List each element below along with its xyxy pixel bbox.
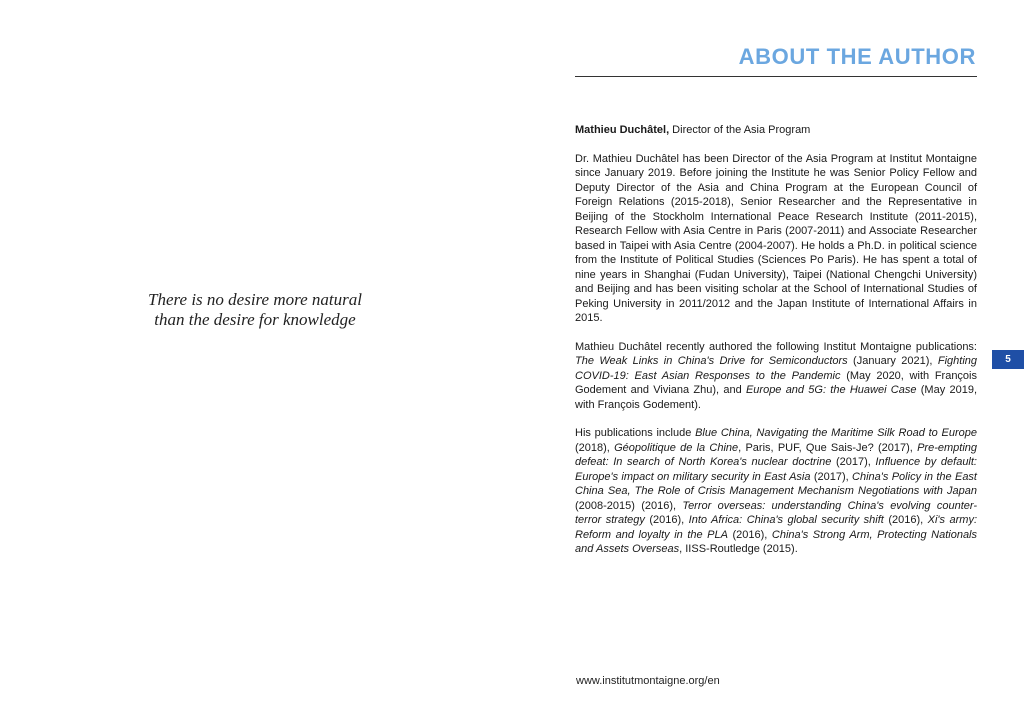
publication-title: Géopolitique de la Chine [614,441,739,454]
text-run: , IISS-Routledge (2015). [679,543,798,555]
text-run: (January 2021), [847,355,938,367]
text-run: (2017), [831,456,876,468]
author-heading [575,123,977,138]
publication-title: Fighting COVID-19: East Asian Responses to the Pandemic [575,355,977,382]
title-divider [575,76,977,77]
footer-url[interactable]: www.institutmontaigne.org/en [576,675,720,687]
publication-title: China's Strong Arm, Protecting Nationals and Assets Overseas [575,528,977,555]
text-run: (2018), [575,441,615,454]
publication-title: The Weak Links in China's Drive for Semiconductors [575,355,848,367]
publication-title: Into Africa: China's global security shift [688,514,884,526]
text-run: (May 2019, with François Godement). [575,384,977,411]
author-content [575,123,977,571]
section-title: ABOUT THE AUTHOR [738,44,976,69]
bio-paragraph: Dr. Mathieu Duchâtel has been Director of the Asia Program at Institut Montaigne since January 2019. Before joining the Institute he was Senior Policy Fellow and Deputy Director of the Asia and China Program at the European Council of Foreign Relations (2015-2018), Senior Researcher and the Representative in Beijing of the Stockholm International Peace Research Institute (2011-2015), Research Fellow with Asia Centre in Paris (2007-2011) and Associate Researcher based in Taipei with Asia Centre (2004-2007). He holds a Ph.D. in political science from the Institute of Political Studies (Sciences Po Paris). He has spent a total of nine years in Shanghai (Fudan University), Taipei (National Chengchi University) and Beijing and has been visiting scholar at the School of International Studies of Peking University in 2011/2012 and the Japan Institute of International Affairs in 2015. [575,152,977,324]
text-run: (2016), [727,528,772,541]
author-role: Director of the Asia Program [669,124,811,136]
author-name: Mathieu Duchâtel, [575,124,670,136]
publication-title: Xi's army: Reform and loyalty in the PLA [575,514,978,541]
publication-title: Blue China, Navigating the Maritime Silk Road to Europe [695,427,977,439]
text-run: (2008-2015) (2016), [575,499,683,512]
recent-publications-paragraph [575,340,977,413]
publication-title: Terror overseas: understanding China's evolving counter-terror strategy [575,499,977,526]
publication-title: Europe and 5G: the Huawei Case [745,384,917,396]
page-number-tab: 5 [992,350,1024,369]
epigraph-quote [130,290,380,330]
text-run: Mathieu Duchâtel recently authored the following Institut Montaigne publications: [575,340,977,353]
quote-line-2: than the desire for knowledge [154,310,356,329]
text-run: His publications include [575,427,696,439]
publication-title: Pre-empting defeat: In search of North Korea's nuclear doctrine [575,441,977,468]
publication-title: China's Policy in the East China Sea, The Role of Crisis Management Mechanism Negotiations with Japan [575,470,977,497]
text-run: , Paris, PUF, Que Sais-Je? (2017), [738,441,918,454]
text-run: (2017), [810,470,853,483]
publication-title: Influence by default: Europe's impact on military security in East Asia [575,456,977,483]
publications-paragraph [575,426,977,557]
text-run: (May 2020, with François Godement and Viviana Zhu), and [575,369,977,396]
quote-line-1: There is no desire more natural [148,290,362,309]
text-run: (2016), [644,514,689,526]
text-run: (2016), [883,514,928,526]
